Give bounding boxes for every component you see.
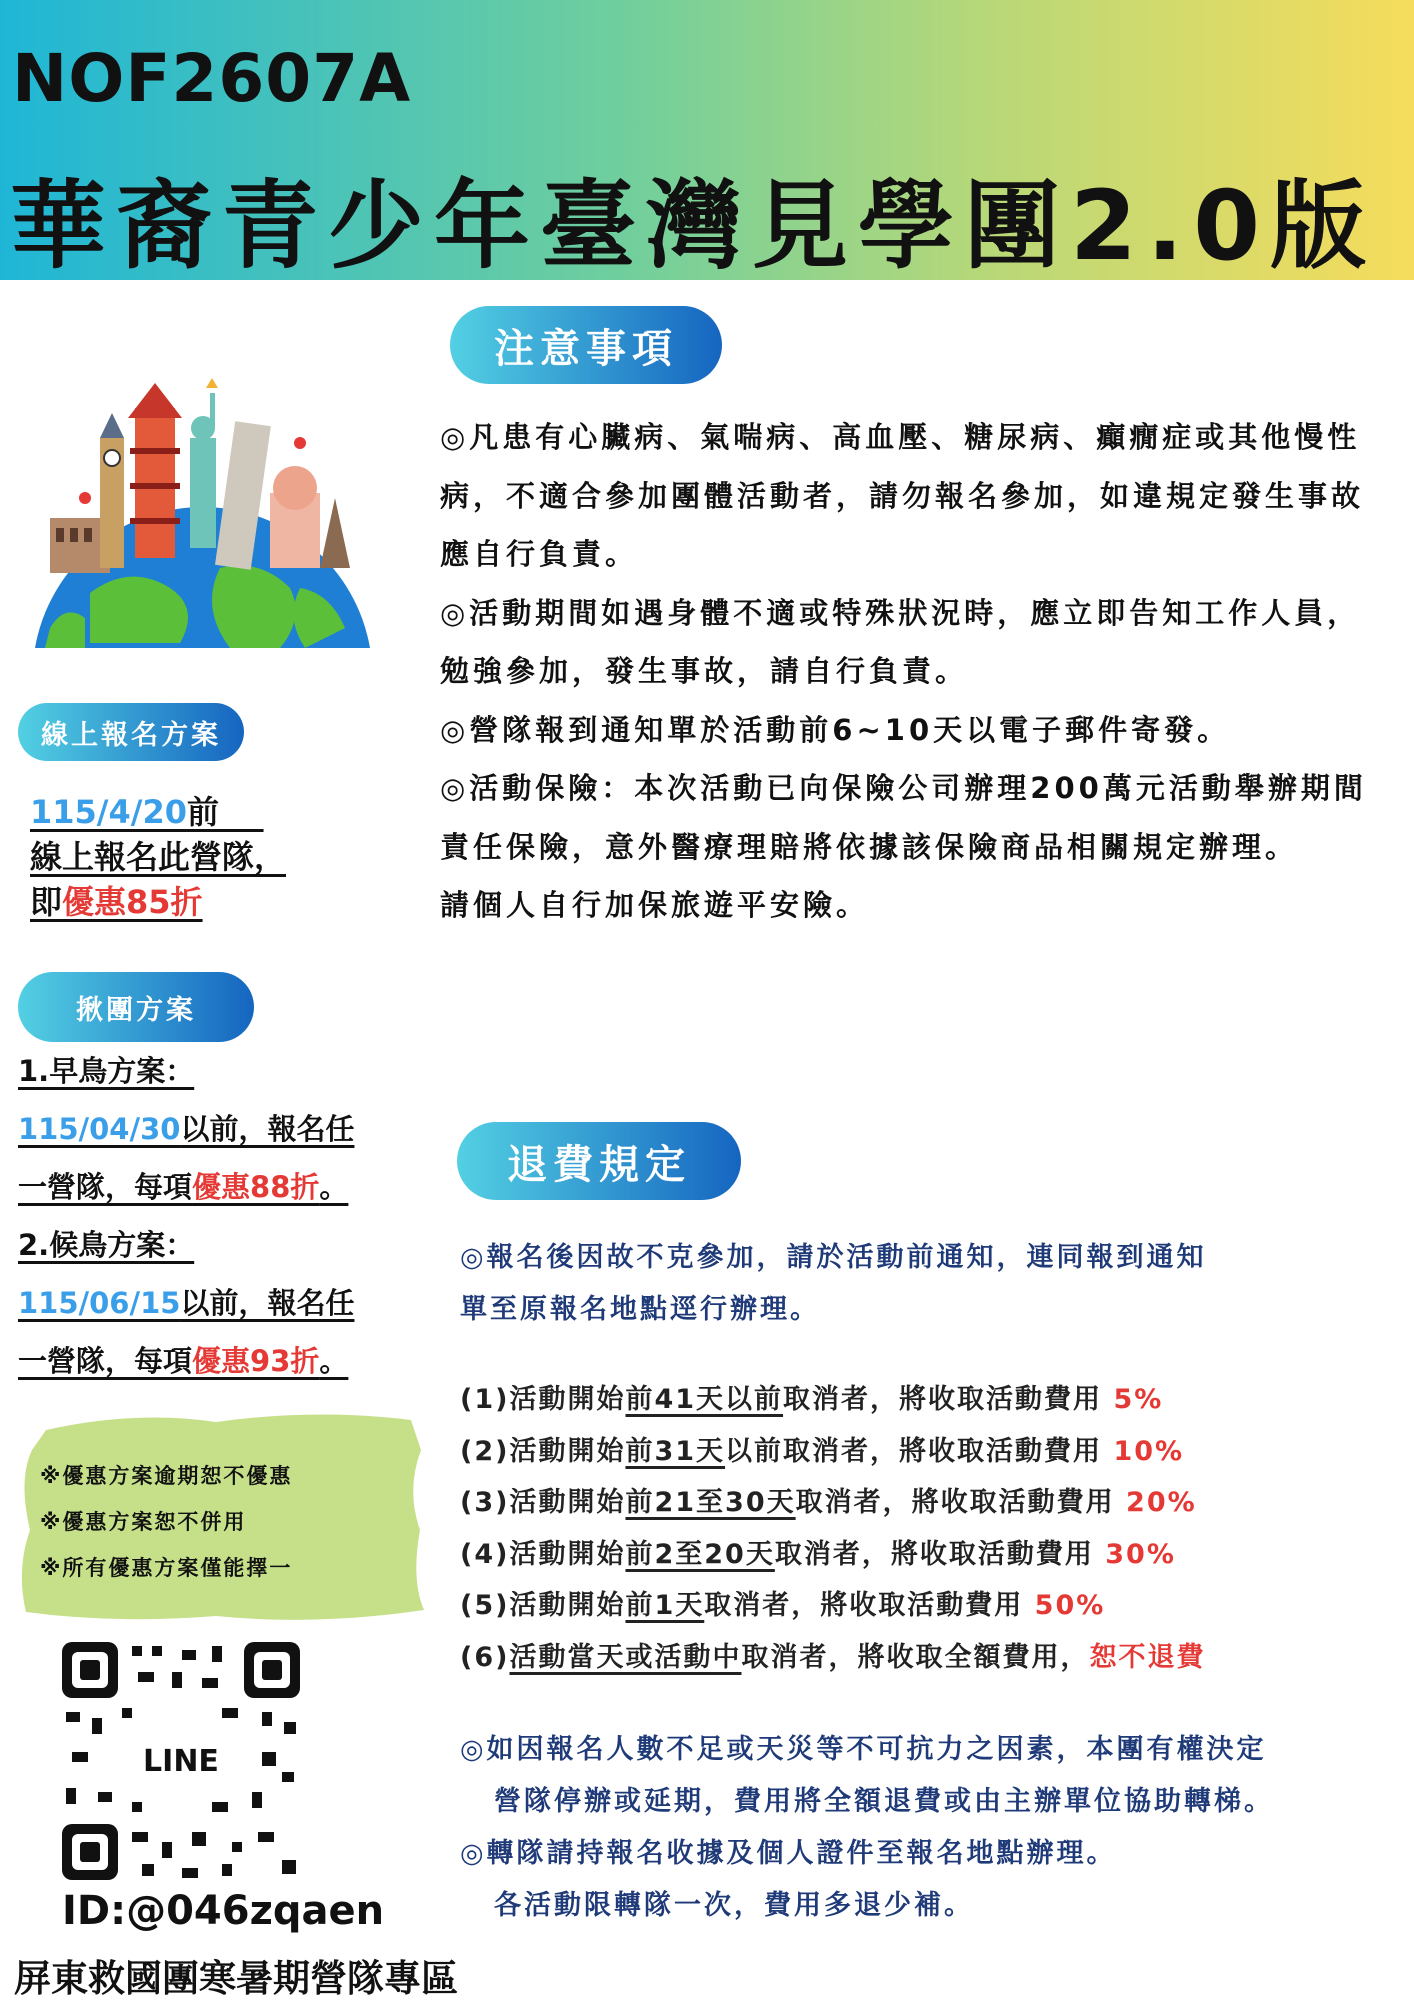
- group-plan-body: [18, 1042, 354, 1390]
- early-bird-prefix: 一營隊，每項: [18, 1170, 193, 1204]
- refund-item-text: 以前取消者，將收取活動費用: [725, 1435, 1114, 1467]
- online-plan-line1: [30, 790, 286, 835]
- refund-item: [460, 1529, 1205, 1581]
- late-bird-end: 。: [319, 1344, 349, 1378]
- refund-item-fee: 20%: [1126, 1487, 1197, 1519]
- refund-intro-line: ◎報名後因故不克參加，請於活動前通知，連同報到通知: [460, 1242, 1207, 1273]
- refund-item: [460, 1426, 1205, 1478]
- early-bird-date: 115/04/30: [18, 1112, 181, 1146]
- refund-footnote: 營隊停辦或延期，費用將全額退費或由主辦單位協助轉梯。: [494, 1786, 1274, 1817]
- refund-item-period: 前1天: [625, 1590, 705, 1622]
- refund-item-prefix: (6): [460, 1641, 510, 1673]
- footer-label: 屏東救國團寒暑期營隊專區: [14, 1957, 458, 2000]
- early-bird-discount-line: [18, 1158, 354, 1216]
- online-plan-discount: 優惠85折: [62, 883, 203, 921]
- discount-rule: ※優惠方案恕不併用: [40, 1510, 247, 1534]
- refund-item: [460, 1477, 1205, 1529]
- refund-item-prefix: (2)活動開始: [460, 1435, 626, 1467]
- refund-item-period: 前2至20天: [625, 1538, 775, 1570]
- course-code: NOF2607A: [12, 40, 412, 117]
- refund-heading: 退費規定: [457, 1122, 741, 1200]
- late-bird-discount-line: [18, 1332, 354, 1390]
- refund-intro-line: 單至原報名地點逕行辦理。: [460, 1294, 820, 1325]
- refund-item: [460, 1580, 1205, 1632]
- late-bird-discount: 優惠93折: [192, 1344, 320, 1378]
- online-plan-heading: 線上報名方案: [18, 703, 244, 761]
- refund-item-prefix: (1)活動開始: [460, 1384, 626, 1415]
- late-bird-title: 2.候鳥方案：: [18, 1228, 195, 1262]
- refund-intro: [460, 1232, 1207, 1336]
- early-bird-text: 以前，報名任: [180, 1112, 355, 1146]
- refund-item-period: 前41天以前: [625, 1384, 784, 1415]
- refund-item-fee: 50%: [1034, 1590, 1106, 1622]
- notice-paragraph: ◎凡患有心臟病、氣喘病、高血壓、糖尿病、癲癇症或其他慢性病，不適合參加團體活動者，請勿報名參加，如違規定發生事故應自行負責。: [440, 420, 1365, 571]
- refund-item-fee: 10%: [1113, 1435, 1185, 1467]
- refund-item-prefix: (5)活動開始: [460, 1590, 626, 1622]
- notice-paragraph: 請個人自行加保旅遊平安險。: [440, 888, 870, 922]
- refund-list: [460, 1374, 1205, 1684]
- notice-paragraph: ◎活動期間如遇身體不適或特殊狀況時，應立即告知工作人員，勉強參加，發生事故，請自行負責。: [440, 595, 1361, 688]
- refund-footnotes: [460, 1724, 1274, 1932]
- refund-footnote: ◎轉隊請持報名收據及個人證件至報名地點辦理。: [460, 1838, 1117, 1869]
- online-plan-line2: 線上報名此營隊，: [30, 838, 287, 876]
- discount-rule: ※所有優惠方案僅能擇一: [40, 1556, 293, 1580]
- late-bird-text: 以前，報名任: [180, 1286, 355, 1320]
- refund-item-text: 取消者，將收取活動費用: [774, 1538, 1106, 1570]
- late-bird-line: [18, 1274, 354, 1332]
- online-plan-line3-prefix: 即: [30, 883, 63, 921]
- late-bird-prefix: 一營隊，每項: [18, 1344, 193, 1378]
- early-bird-end: 。: [319, 1170, 349, 1204]
- globe-landmarks-illustration: [30, 378, 375, 648]
- refund-item: [460, 1374, 1205, 1426]
- refund-item-period: 前31天: [625, 1435, 726, 1467]
- refund-item-period: 活動當天或活動中: [509, 1641, 742, 1673]
- refund-item-prefix: (4)活動開始: [460, 1538, 626, 1570]
- page-title: 華裔青少年臺灣見學團2.0版: [10, 170, 1377, 282]
- notice-paragraph: ◎活動保險：本次活動已向保險公司辦理200萬元活動舉辦期間責任保險，意外醫療理賠將依據該保險商品相關規定辦理。: [440, 771, 1367, 864]
- refund-item-prefix: (3)活動開始: [460, 1487, 626, 1519]
- refund-item-text: 取消者，將收取全額費用，: [741, 1641, 1090, 1673]
- header-banner: [0, 0, 1414, 280]
- refund-item-fee: 5%: [1113, 1384, 1164, 1415]
- online-plan-date: 115/4/20: [30, 793, 187, 831]
- line-qr-code[interactable]: [62, 1642, 300, 1880]
- online-plan-date-suffix: 前: [186, 793, 219, 831]
- notice-heading: 注意事項: [450, 306, 722, 384]
- discount-rule: ※優惠方案逾期恕不優惠: [40, 1464, 293, 1488]
- refund-item-period: 前21至30天: [625, 1487, 796, 1519]
- refund-item-fee: 30%: [1105, 1538, 1176, 1570]
- online-plan-body: [30, 790, 286, 925]
- refund-item-fee: 恕不退費: [1089, 1641, 1206, 1673]
- notice-paragraph: ◎營隊報到通知單於活動前6~10天以電子郵件寄發。: [440, 712, 1231, 747]
- refund-item-text: 取消者，將收取活動費用: [783, 1384, 1114, 1415]
- refund-footnote: ◎如因報名人數不足或天災等不可抗力之因素，本團有權決定: [460, 1734, 1267, 1765]
- line-id: ID:@046zqaen: [62, 1888, 385, 1934]
- notice-body: [440, 408, 1380, 935]
- refund-item-text: 取消者，將收取活動費用: [704, 1590, 1035, 1622]
- discount-rules: [40, 1453, 292, 1591]
- early-bird-title: 1.早鳥方案：: [18, 1054, 195, 1088]
- qr-line-label: LINE: [143, 1743, 219, 1779]
- early-bird-discount: 優惠88折: [192, 1170, 320, 1204]
- refund-item-text: 取消者，將收取活動費用: [795, 1487, 1127, 1519]
- late-bird-date: 115/06/15: [18, 1286, 181, 1320]
- refund-footnote: 各活動限轉隊一次，費用多退少補。: [494, 1890, 974, 1921]
- online-plan-line3: [30, 880, 286, 925]
- refund-item: [460, 1632, 1205, 1684]
- group-plan-heading: 揪團方案: [18, 972, 254, 1042]
- early-bird-line: [18, 1100, 354, 1158]
